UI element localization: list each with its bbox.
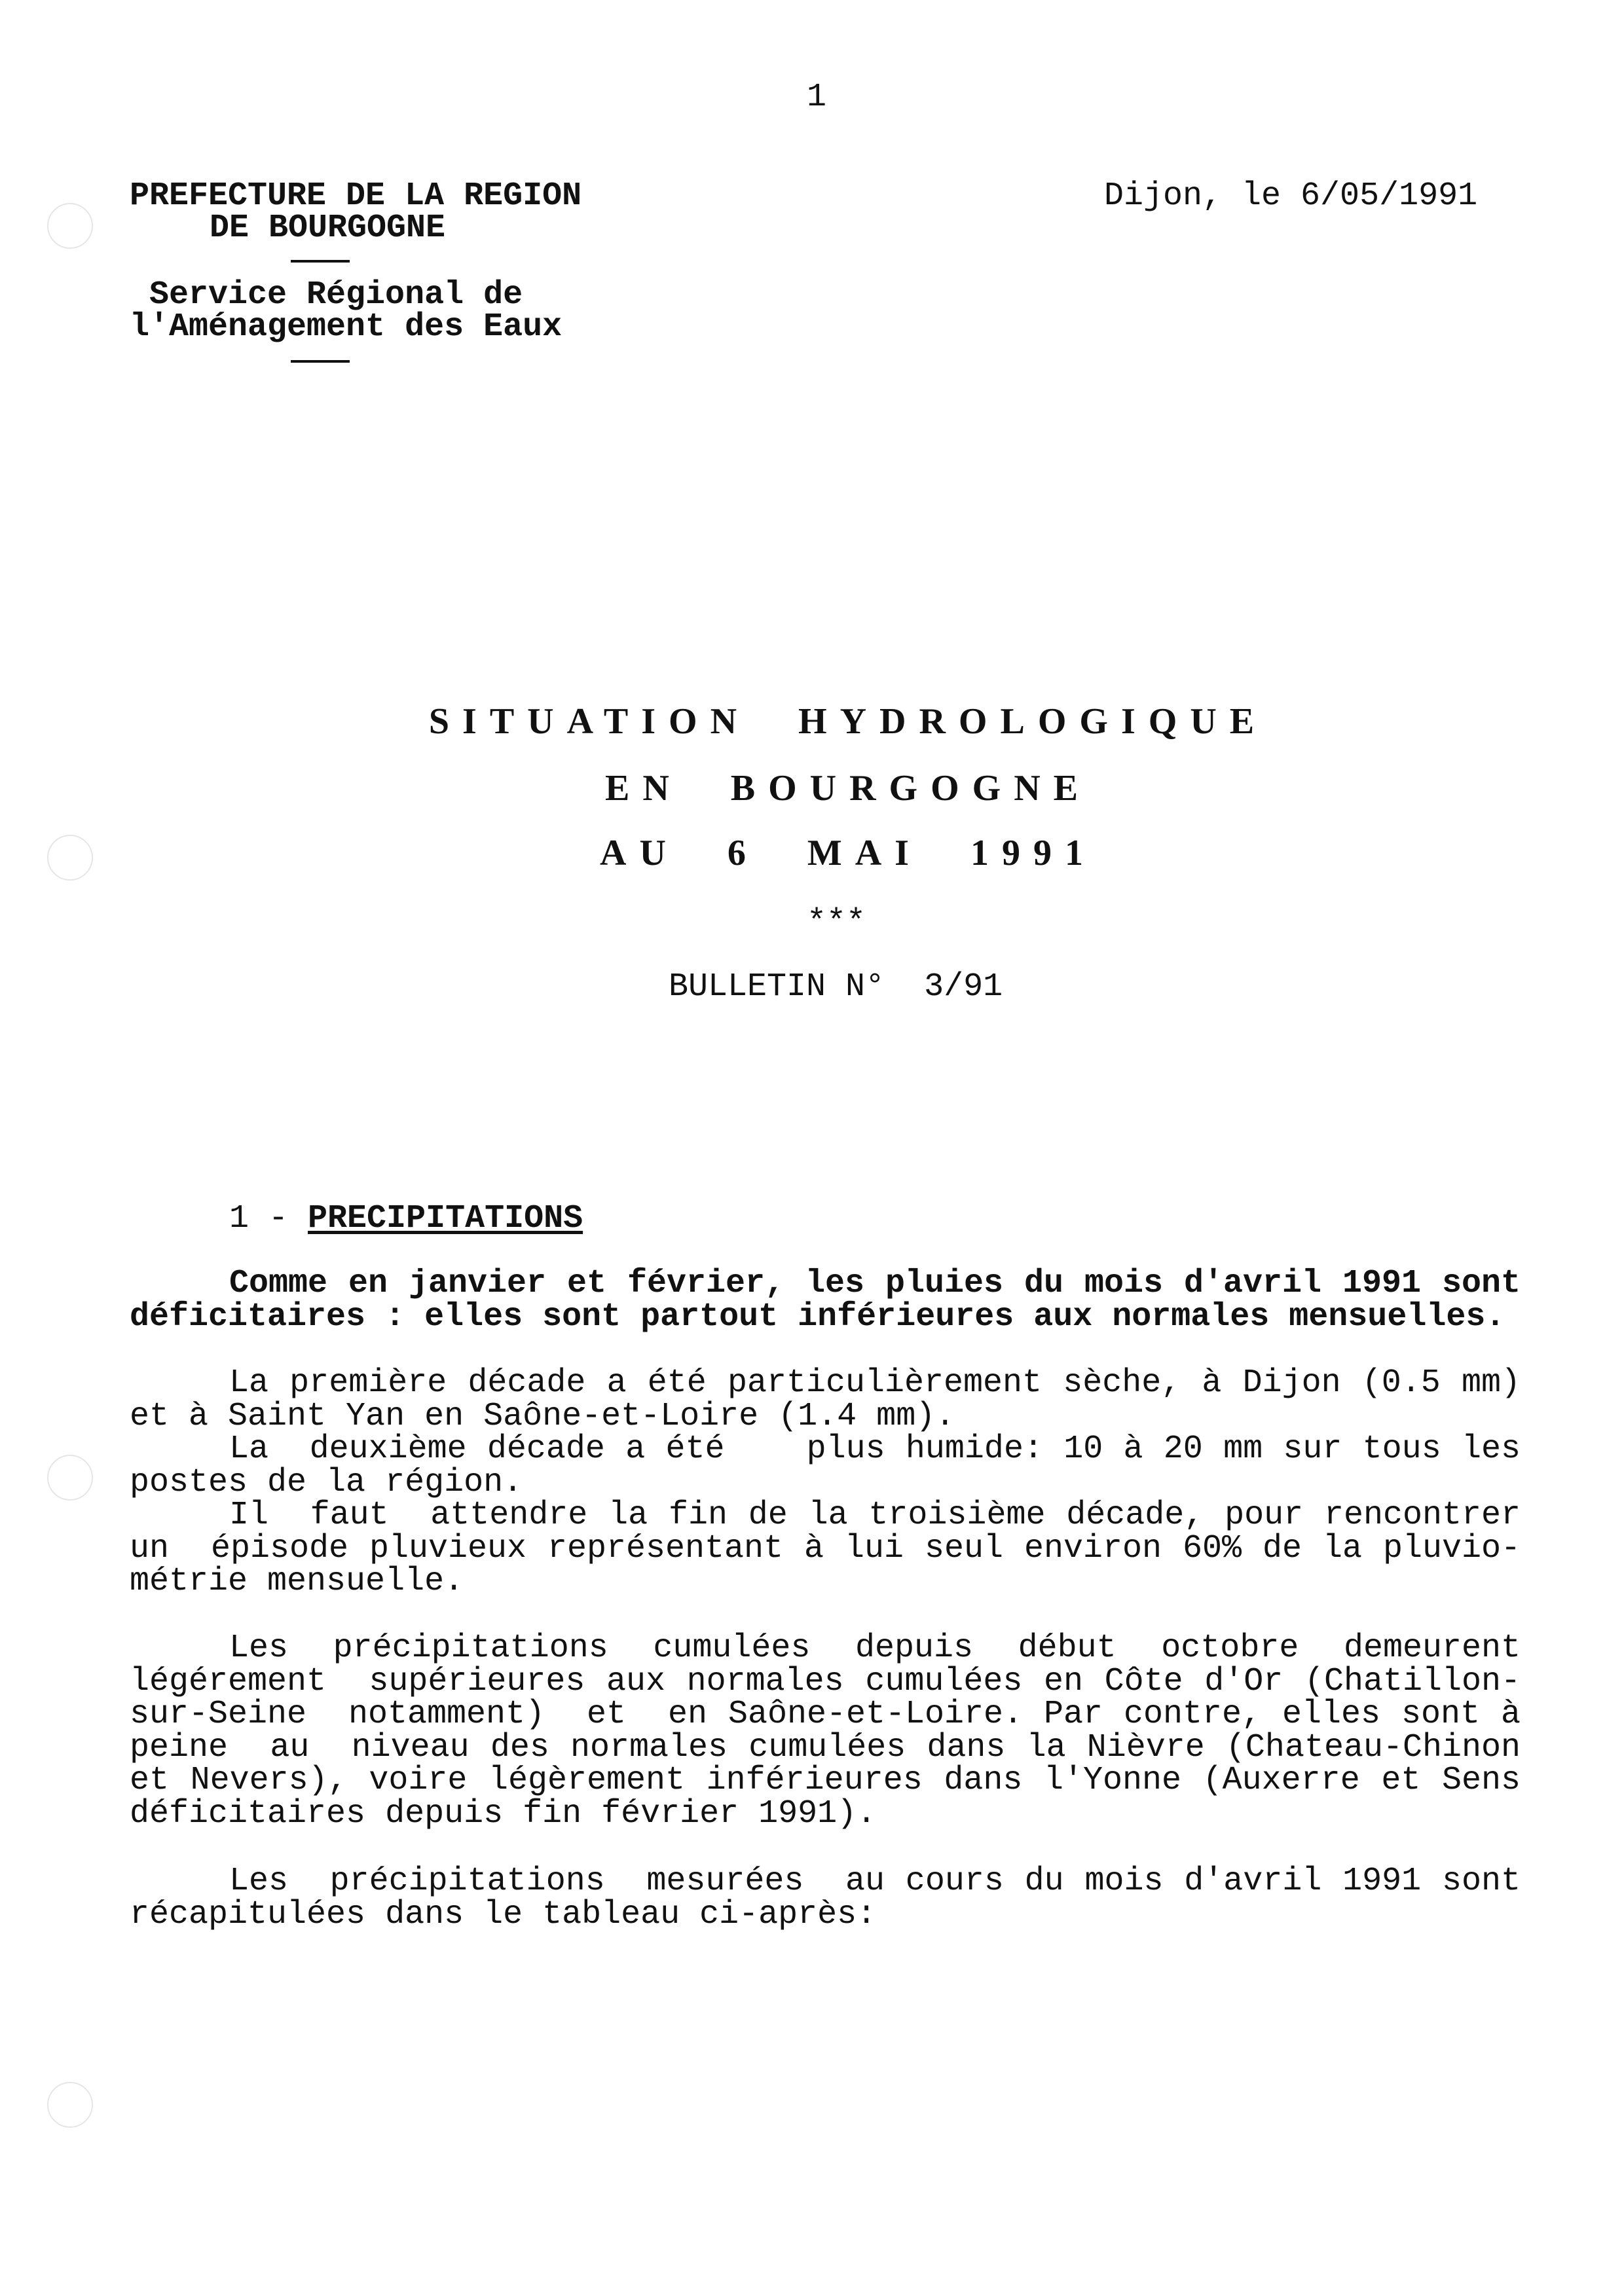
text-line: récapitulées dans le tableau ci-après: xyxy=(130,1895,877,1933)
org-line1: PREFECTURE DE LA REGION xyxy=(130,177,582,215)
text-line: Comme en janvier et février, les pluies du mois d'avril 1991 sont xyxy=(229,1265,1521,1302)
punch-hole xyxy=(47,1455,93,1501)
punch-hole xyxy=(47,2082,93,2128)
title-line2: EN BOURGOGNE xyxy=(604,768,1092,809)
text-line: Il faut attendre la fin de la troisième décade, pour rencontrer xyxy=(229,1497,1521,1534)
text-line: déficitaires depuis fin février 1991). xyxy=(130,1795,877,1832)
divider xyxy=(291,360,350,363)
section-title: PRECIPITATIONS xyxy=(308,1200,583,1237)
page-number: 1 xyxy=(807,79,827,116)
title-line3: AU 6 MAI 1991 xyxy=(600,833,1096,873)
bulletin-number: BULLETIN N° 3/91 xyxy=(669,968,1003,1006)
paragraph-2 xyxy=(130,1364,1521,1600)
text-line: La deuxième décade a été plus humide: 10 à 20 mm sur tous les xyxy=(229,1430,1521,1468)
text-line: et Nevers), voire légèrement inférieures dans l'Yonne (Auxerre et Sens xyxy=(130,1762,1521,1799)
text-line: légérement supérieures aux normales cumulées en Côte d'Or (Chatillon- xyxy=(130,1662,1521,1700)
title-line1: SITUATION HYDROLOGIQUE xyxy=(428,701,1268,742)
paragraph-3 xyxy=(130,1632,1521,1831)
divider xyxy=(291,260,350,263)
text-line: Les précipitations mesurées au cours du mois d'avril 1991 sont xyxy=(229,1863,1521,1900)
paragraph-4 xyxy=(130,1865,1521,1931)
text-line: un épisode pluvieux représentant à lui seul environ 60% de la pluvio- xyxy=(130,1529,1521,1567)
paragraph-1 xyxy=(130,1267,1521,1334)
text-line: métrie mensuelle. xyxy=(130,1563,464,1600)
text-line: déficitaires : elles sont partout inférieures aux normales mensuelles. xyxy=(130,1298,1505,1336)
section-number: 1 - xyxy=(229,1200,308,1237)
text-line: et à Saint Yan en Saône-et-Loire (1.4 mm). xyxy=(130,1397,955,1435)
service-line2: l'Aménagement des Eaux xyxy=(130,308,563,346)
text-line: peine au niveau des normales cumulées dans la Nièvre (Chateau-Chinon xyxy=(130,1728,1521,1766)
service-line1: Service Régional de xyxy=(149,276,523,314)
text-line: sur-Seine notamment) et en Saône-et-Loire. Par contre, elles sont à xyxy=(130,1696,1521,1733)
org-line2: DE BOURGOGNE xyxy=(210,210,446,247)
text-line: Les précipitations cumulées depuis début octobre demeurent xyxy=(229,1630,1521,1667)
document-date: Dijon, le 6/05/1991 xyxy=(1104,177,1478,215)
text-line: postes de la région. xyxy=(130,1463,523,1501)
text-line: La première décade a été particulièrement sèche, à Dijon (0.5 mm) xyxy=(229,1364,1521,1402)
punch-hole xyxy=(47,203,93,249)
title-separator: *** xyxy=(807,904,866,941)
section-heading xyxy=(229,1200,583,1237)
